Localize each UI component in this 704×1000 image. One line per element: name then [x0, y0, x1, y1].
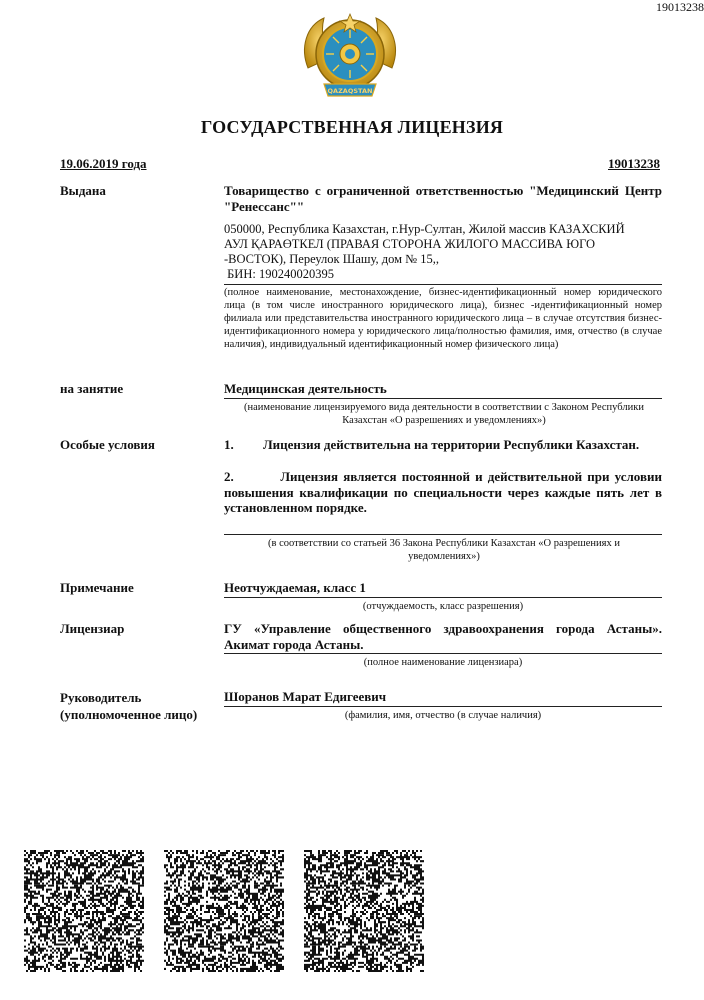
document-title: ГОСУДАРСТВЕННАЯ ЛИЦЕНЗИЯ: [200, 117, 504, 137]
address-line: БИН: 190240020395: [224, 267, 334, 281]
issued-name: Товарищество с ограниченной ответственностью "Медицинский Центр "Ренессанс"": [224, 183, 662, 214]
licensor-note: (полное наименование лицензиара): [363, 657, 523, 668]
conditions-underline: [224, 534, 662, 535]
activity-underline: [224, 398, 662, 399]
head-note: (фамилия, имя, отчество (в случае наличия): [344, 710, 542, 721]
remark-underline: [224, 597, 662, 598]
remark-value: Неотчуждаемая, класс 1: [224, 580, 366, 595]
license-date: 19.06.2019 года: [60, 156, 147, 171]
address-line: -ВОСТОК), Переулок Шашу, дом № 15,,: [224, 252, 439, 266]
licensor-label: Лицензиар: [60, 621, 125, 636]
activity-note: (наименование лицензируемого вида деятельности в соответствии с Законом Республики Казахстан «О разрешениях и уведомлениях»): [244, 402, 644, 426]
head-value: Шоранов Марат Едигеевич: [224, 689, 387, 704]
corner-number: 19013238: [656, 0, 704, 14]
remark-note: (отчуждаемость, класс разрешения): [362, 601, 524, 612]
licensor-underline: [224, 653, 662, 654]
activity-value: Медицинская деятельность: [224, 381, 387, 396]
issued-note: (полное наименование, местонахождение, бизнес-идентификационный номер юридического лица (в том числе иностранного юридического лица), бизнес -идентификационный номер филиала или представительства иностранного юридического лица – в случае отсутствия бизнес-идентификационного номера у юридического лица/полностью фамилия, имя, отчество (в случае наличия), индивидуальный идентификационный номер физического лица): [224, 287, 662, 350]
remark-label: Примечание: [60, 580, 134, 595]
address-line: АУЛ ҚАРАӨТКЕЛ (ПРАВАЯ СТОРОНА ЖИЛОГО МАССИВА ЮГО: [224, 237, 596, 251]
head-label-line2: (уполномоченное лицо): [60, 707, 198, 722]
state-emblem-icon: [298, 8, 402, 104]
head-label-line1: Руководитель: [60, 690, 142, 705]
licensor-value: ГУ «Управление общественного здравоохранения города Астаны». Акимат города Астаны.: [224, 621, 662, 652]
address-line: 050000, Республика Казахстан, г.Нур-Султан, Жилой массив КАЗАХСКИЙ: [224, 222, 625, 236]
issued-address: [224, 222, 662, 282]
qr-code-icon: [304, 850, 424, 972]
issued-label: Выдана: [60, 183, 106, 198]
license-number: 19013238: [608, 156, 660, 171]
conditions-note: (в соответствии со статьей 36 Закона Республики Казахстан «О разрешениях и уведомлениях»): [268, 538, 620, 562]
activity-label: на занятие: [60, 381, 124, 396]
qr-code-icon: [164, 850, 284, 972]
svg-text:QAZAQSTAN: QAZAQSTAN: [327, 87, 373, 95]
conditions-item-1: 1. Лицензия действительна на территории Республики Казахстан.: [224, 437, 640, 452]
conditions-item-2: 2. Лицензия является постоянной и действительной при условии повышения квалификации по специальности через каждые пять лет в установленном порядке.: [224, 469, 666, 515]
issued-underline: [224, 284, 662, 285]
conditions-label: Особые условия: [60, 437, 155, 452]
qr-code-icon: [24, 850, 144, 972]
head-underline: [224, 706, 662, 707]
head-label: [60, 689, 197, 723]
